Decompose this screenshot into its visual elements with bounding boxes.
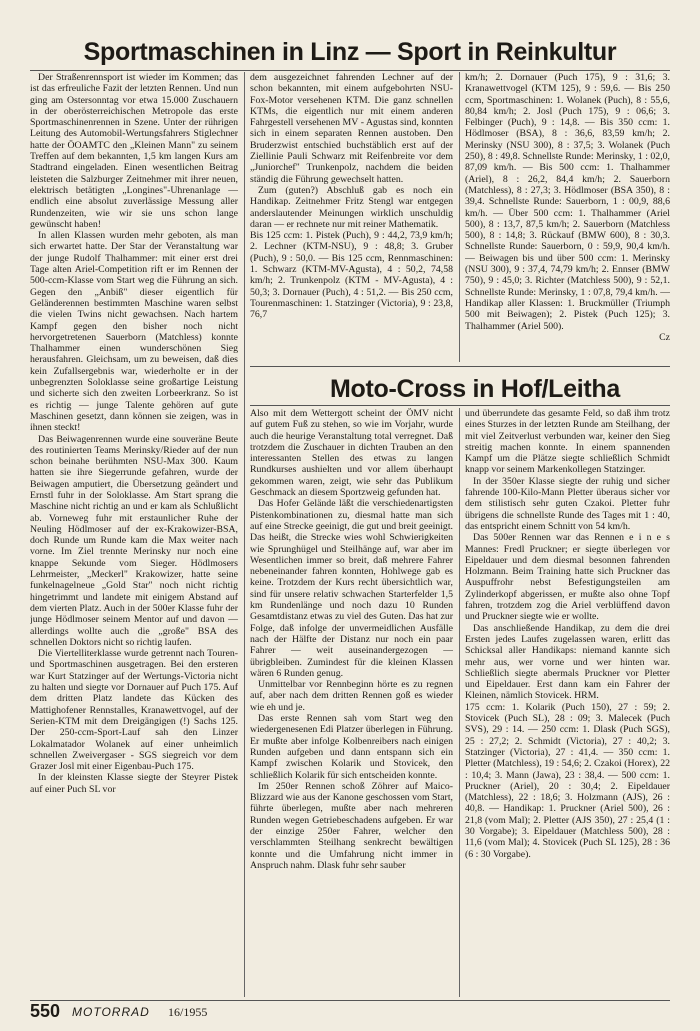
paragraph: In allen Klassen wurden mehr geboten, als man sich erwartet hatte. Der Star der Veranstaltung war der junge Rudolf Thalhammer: mit einer erst drei Tage alten Ariel-Competition rift er im Rennen der 500-ccm-Klasse vom Start weg die Führung an sich. Gegen den „Anbiß" dieser eigentlich für Geländerennen bestimmten Maschine waren selbst die vielen Twins nicht gewachsen. Nach hartem Kampf gegen den bisher noch nicht hervorgetretenen Sauerborn (Matchless) konnte Thalhammer einen wunderschönen Sieg herausfahren. Gleichsam, um zu beweisen, daß dies kein Zufallsergebnis war, wiederholte er in der unbegrenzten Soloklasse seine großartige Leistung und sicherte sich den zweiten Lorbeerkranz. So ist es richtig — junge Talente gehören auf gute Maschinen gesetzt, dann können sie zeigen, was in ihnen steckt! [30, 230, 238, 434]
results-paragraph: 175 ccm: 1. Kolarik (Puch 150), 27 : 59; 2. Stovicek (Puch SL), 28 : 09; 3. Malecek (Puch SVS), 29 : 14. — 250 ccm: 1. Dlask (Puch SGS), 25 : 27,2; 2. Schmidt (Victoria), 27 : 40,2; 3. Statzinger (Victoria), 27 : 41,4. — 350 ccm: 1. Pletter (Matchless), 19 : 54,6; 2. Czakoi (Horex), 22 : 10,4; 3. Mann (Jawa), 23 : 38,4. — 500 ccm: 1. Pruckner (Ariel), 20 : 30,4; 2. Eipeldauer (Matchless), 22 : 18,6; 3. Holzmann (AJS), 26 : 40,8. — Handikap: 1. Pruckner (Ariel 500), 26 : 21,8 (vom Mal); 2. Pletter (AJS 350), 27 : 25,4 (1 : 30 Vorgabe); 3. Eipeldauer (Matchless 500), 28 : 11,6 (vom Mal); 4. Stovicek (Puch SL 125), 28 : 36 (6 : 30 Vorgabe). [465, 701, 670, 860]
column-divider [459, 72, 460, 362]
article2-column-2 [250, 408, 453, 997]
author-signature: Cz [659, 331, 670, 343]
paragraph: Das Beiwagenrennen wurde eine souveräne Beute des routinierten Teams Merinsky/Rieder auf der nun schon beinahe berühmten NSU-Max 300. Kaum hatten sie ihre Siegerrunde gefahren, wurde der Beiwagen amputiert, die Übersetzung geändert und Ernstl fuhr in der Soloklasse. Am Start sprang die Maschine nicht richtig an und er kam als Schlußlicht ab. Vorneweg fuhr mit erstaunlicher Ruhe der Neuling Hödlmoser auf der ex-Krakowizer-BSA, doch Runde um Runde kam die Max weiter nach vorne. Im Ziel trennte Merinsky nur noch eine knappe Sekunde vom Sieger. Hödlmosers Lehrmeister, „Meckerl" Krakowizer, hatte seine funkelnagelneue „Gold Star" noch nicht richtig hingetrimmt und landete mit einigem Abstand auf dem vierten Platz. Auch in der 500er Klasse fuhr der junge Hödlmoser seinem Mentor auf und davon — allerdings wollte auch die „große" BSA des schnellen Doktors nicht so richtig laufen. [30, 433, 238, 648]
paragraph: Das erste Rennen sah vom Start weg den wiedergenesenen Edi Platzer überlegen in Führung. Er mußte aber infolge Kolbenreibers nach einigen Runden aufgeben und dann entspann sich ein Kampf zwischen Kolarik und Stovicek, den schließlich Kolarik für sich entscheiden konnte. [250, 713, 453, 781]
paragraph: In der 350er Klasse siegte der ruhig und sicher fahrende 100-Kilo-Mann Pletter überaus sicher vor dem stilistisch sehr guten Czakoi. Pletter fuhr übrigens die schnellste Runde des Tages mit 1 : 40, das entspricht einem Schnitt von 54 km/h. [465, 475, 670, 532]
article2-column-3 [465, 408, 670, 997]
paragraph: Unmittelbar vor Rennbeginn hörte es zu regnen auf, aber nach dem dritten Rennen goß es wieder wie eh und je. [250, 679, 453, 713]
column-divider [244, 72, 245, 997]
paragraph: dem ausgezeichnet fahrenden Lechner auf der schon bekannten, mit einem aufgebohrten NSU-Fox-Motor versehenen KTM. Die ganz schnellen KTMs, die eigentlich nur mit einem anderen Fahrgestell versehenen MV - Agustas sind, konnten sich in einem separaten Rennen austoben. Den Bruderzwist entschied buchstäblich erst auf der Ziellinie Pauli Schwarz mit Reifenbreite vor dem „Juniorchef" Trunkenpolz, nachdem die beiden ständig die Führung gewechselt hatten. [250, 72, 453, 185]
column-divider [459, 408, 460, 997]
article1-column-2 [250, 72, 453, 362]
paragraph: Das 500er Rennen war das Rennen e i n e s Mannes: Fredl Pruckner; er siegte überlegen vor Eipeldauer und dem diesmal besonnen fahrenden Holzmann. Beim Training hatte sich Pruckner das Auspuffrohr nebst Befestigungsteilen am Zylinderkopf abgerissen, er mußte also ohne Topf fahren, trotzdem zog die Ariel verblüffend davon und Pruckner siegte wie er wollte. [465, 532, 670, 623]
headline-rule [30, 70, 670, 71]
page-number: 550 [30, 1001, 61, 1021]
paragraph: und überrundete das gesamte Feld, so daß ihm trotz eines Sturzes in der letzten Runde am Steilhang, der mit viel Zeitverlust verbunden war, keiner den Sieg streitig machen konnte. In einem spannenden Kampf um die Plätze siegte schließlich Schmidt knapp vor seinem Markenkollegen Statzinger. [465, 408, 670, 476]
paragraph: Das Hofer Gelände läßt die verschiedenartigsten Pistenkombinationen zu, diesmal hatte man sich auf eine Strecke geeinigt, die gut und breit geeinigt. Das heißt, die Strecke wies wohl Schwierigkeiten wie Sprunghügel und Steilhänge auf, war aber im Wesentlichen immer so breit, daß mehrere Fahrer nebeneinander fahren konnten, Hohlwege gab es keine. Trotzdem der Kurs recht übersichtlich war, sind für unsere relativ schwachen Starterfelder 1,5 km Rundenlänge und noch dazu 10 Runden Gesamtdistanz etwas zu viel des Guten. Das hat zur Folge, daß infolge der unvermeidlichen Ausfälle nach der Hälfte der Distanz nur noch ein paar Fahrer — weit auseinandergezogen — übrigbleiben. Zumindest für die kleinen Klassen wären 6 Runden genug. [250, 498, 453, 679]
paragraph: Also mit dem Wettergott scheint der ÖMV nicht auf gutem Fuß zu stehen, so wie im Vorjahr, wurde auch die heurige Veranstaltung total verregnet. Daß trotzdem die Zuschauer in dichten Trauben an den interessanten Stellen des etwas zu langen Rundkurses aushielten und vor allem überhaupt gekommen waren, zeigt, wie sehr das Publikum Geschmack an diesem Sportzweig gefunden hat. [250, 408, 453, 499]
headline-sportmaschinen: Sportmaschinen in Linz — Sport in Reinkultur [83, 38, 617, 66]
article1-column-3 [465, 72, 670, 362]
paragraph: Im 250er Rennen schoß Zöhrer auf Maico-Blizzard wie aus der Kanone geschossen vom Start, führte überlegen, mußte aber nach mehreren Runden wegen Getriebeschadens aufgeben. Er war der einzige 250er Fahrer, welcher den verschlammten Steilhang senkrecht bewältigen konnte und die Umfahrung nicht immer in Anspruch nahm. Dlask fuhr sehr sauber [250, 780, 453, 871]
paragraph: In der kleinsten Klasse siegte der Steyrer Pistek auf einer Puch SL vor [30, 772, 238, 795]
magazine-name: MOTORRAD [72, 1005, 150, 1019]
results-paragraph: Bis 125 ccm: 1. Pistek (Puch), 9 : 44,2, 73,9 km/h; 2. Lechner (KTM-NSU), 9 : 48,8; 3. Gruber (Puch), 9 : 50,0. — Bis 125 ccm, Rennmaschinen: 1. Schwarz (KTM-MV-Agusta), 4 : 50,2, 74,58 km/h; 2. Trunkenpolz (KTM - MV-Agusta), 4 : 50,3; 3. Dornauer (Puch), 4 : 51,2. — Bis 250 ccm, Tourenmaschinen: 1. Statzinger (Victoria), 9 : 23,8, 76,7 [250, 230, 453, 321]
paragraph: Der Straßenrennsport ist wieder im Kommen; das ist das erfreuliche Fazit der letzten Rennen. Und nun ging am Ostersonntag vor etwa 15.000 Zuschauern in der oberösterreichischen Metropole das erste Sportmaschinenrennen in Szene. Unter der rührigen Leitung des Automobil-Wertungsfahrers Stiglechner hatte der ÖOAMTC den „Kleinen Mann" zu seinem Treffen auf dem bekannten, 1,5 km langen Kurs am Stadtrand eingeladen. Einen wesentlichen Beitrag leisteten die Salzburger Zeitnehmer mit ihrer neuen, elektrisch betätigten „Longines"-Uhrenanlage — endlich eine absolut zuverlässige Messung aller Rundenzeiten, wie wir sie uns schon lange gewünscht haben! [30, 72, 238, 230]
page-footer [30, 1000, 670, 1023]
paragraph: Zum (guten?) Abschluß gab es noch ein Handikap. Zeitnehmer Fritz Stengl war entgegen anderslautender Meinungen wirklich unschuldig daran — er rechnete nur mit reiner Mathematik. [250, 184, 453, 230]
issue-number: 16/1955 [168, 1005, 208, 1019]
section-rule [250, 366, 670, 367]
paragraph: Das anschließende Handikap, zu dem die drei Ersten jedes Laufes zugelassen waren, erlitt das Schicksal aller Handikaps: niemand kannte sich mehr aus, wer vorne und wer hinten war. Schließlich siegte abermals Pruckner vor Pletter und Eipeldauer. Erst dann kam ein Fahrer der Kleinen, nämlich Stovicek. HRM. [465, 622, 670, 702]
results-paragraph: km/h; 2. Dornauer (Puch 175), 9 : 31,6; 3. Kranawettvogel (KTM 125), 9 : 59,6. — Bis 250 ccm, Sportmaschinen: 1. Wolanek (Puch), 8 : 55,6, 80,84 km/h; 2. Josl (Puch 175), 9 : 06,6; 3. Felbinger (Puch), 9 : 14,8. — Bis 350 ccm: 1. Hödlmoser (BSA), 8 : 36,6, 83,59 km/h; 2. Merinsky (NSU 300), 8 : 37,5; 3. Wolanek (Puch 250), 8 : 49,8. Schnellste Runde: Merinsky, 1 : 02,0, 87,09 km/h. — Bis 500 ccm: 1. Thalhammer (Ariel), 8 : 26,2, 84,4 km/h; 2. Sauerborn (Matchless), 8 : 27,3; 3. Hödlmoser (BSA 350), 8 : 39,4. Schnellste Runde: Sauerborn, 1 : 00,9, 88,6 km/h. — Über 500 ccm: 1. Thalhammer (Ariel 500), 8 : 13,7, 87,5 km/h; 2. Sauerborn (Matchless 500), 8 : 14,8; 3. Rückauf (BMW 600), 8 : 30,3. Schnellste Runde: Sauerborn, 0 : 59,9, 90,4 km/h. — Beiwagen bis und über 500 ccm: 1. Merinsky (NSU 300), 9 : 37,4, 74,79 km/h; 2. Ennser (BMW 750), 9 : 45,0; 3. Richter (Matchless 500), 9 : 52,1. Schnellste Runde: Merinsky, 1 : 07,8, 79,4 km/h. — Handikap aller Klassen: 1. Bruckmüller (Triumph 500 mit Beiwagen); 2. Pistek (Puch 125); 3. Thalhammer (Ariel 500). [465, 72, 670, 332]
article1-column-1 [30, 72, 238, 997]
paragraph: Die Viertelliterklasse wurde getrennt nach Touren- und Sportmaschinen ausgetragen. Bei den ersteren war Kurt Statzinger auf der Wertungs-Victoria nicht zu halten und siegte vor Dornauer auf Puch 175. Auf dem dritten Platz landete das Kücken des Mattighofener Rennstalles, Kranawettvogel, auf der Serien-KTM mit dem Dreigängigen (!) Sachs 125. Der 250-ccm-Sport-Lauf sah den Linzer Lokalmatador Wolanek auf einer unheimlich schnellen Zweivergaser - SGS siegreich vor dem Grazer Josl mit einer Eigenbau-Puch 175. [30, 648, 238, 773]
headline-rule [250, 405, 670, 406]
headline-moto-cross: Moto-Cross in Hof/Leitha [329, 375, 620, 403]
